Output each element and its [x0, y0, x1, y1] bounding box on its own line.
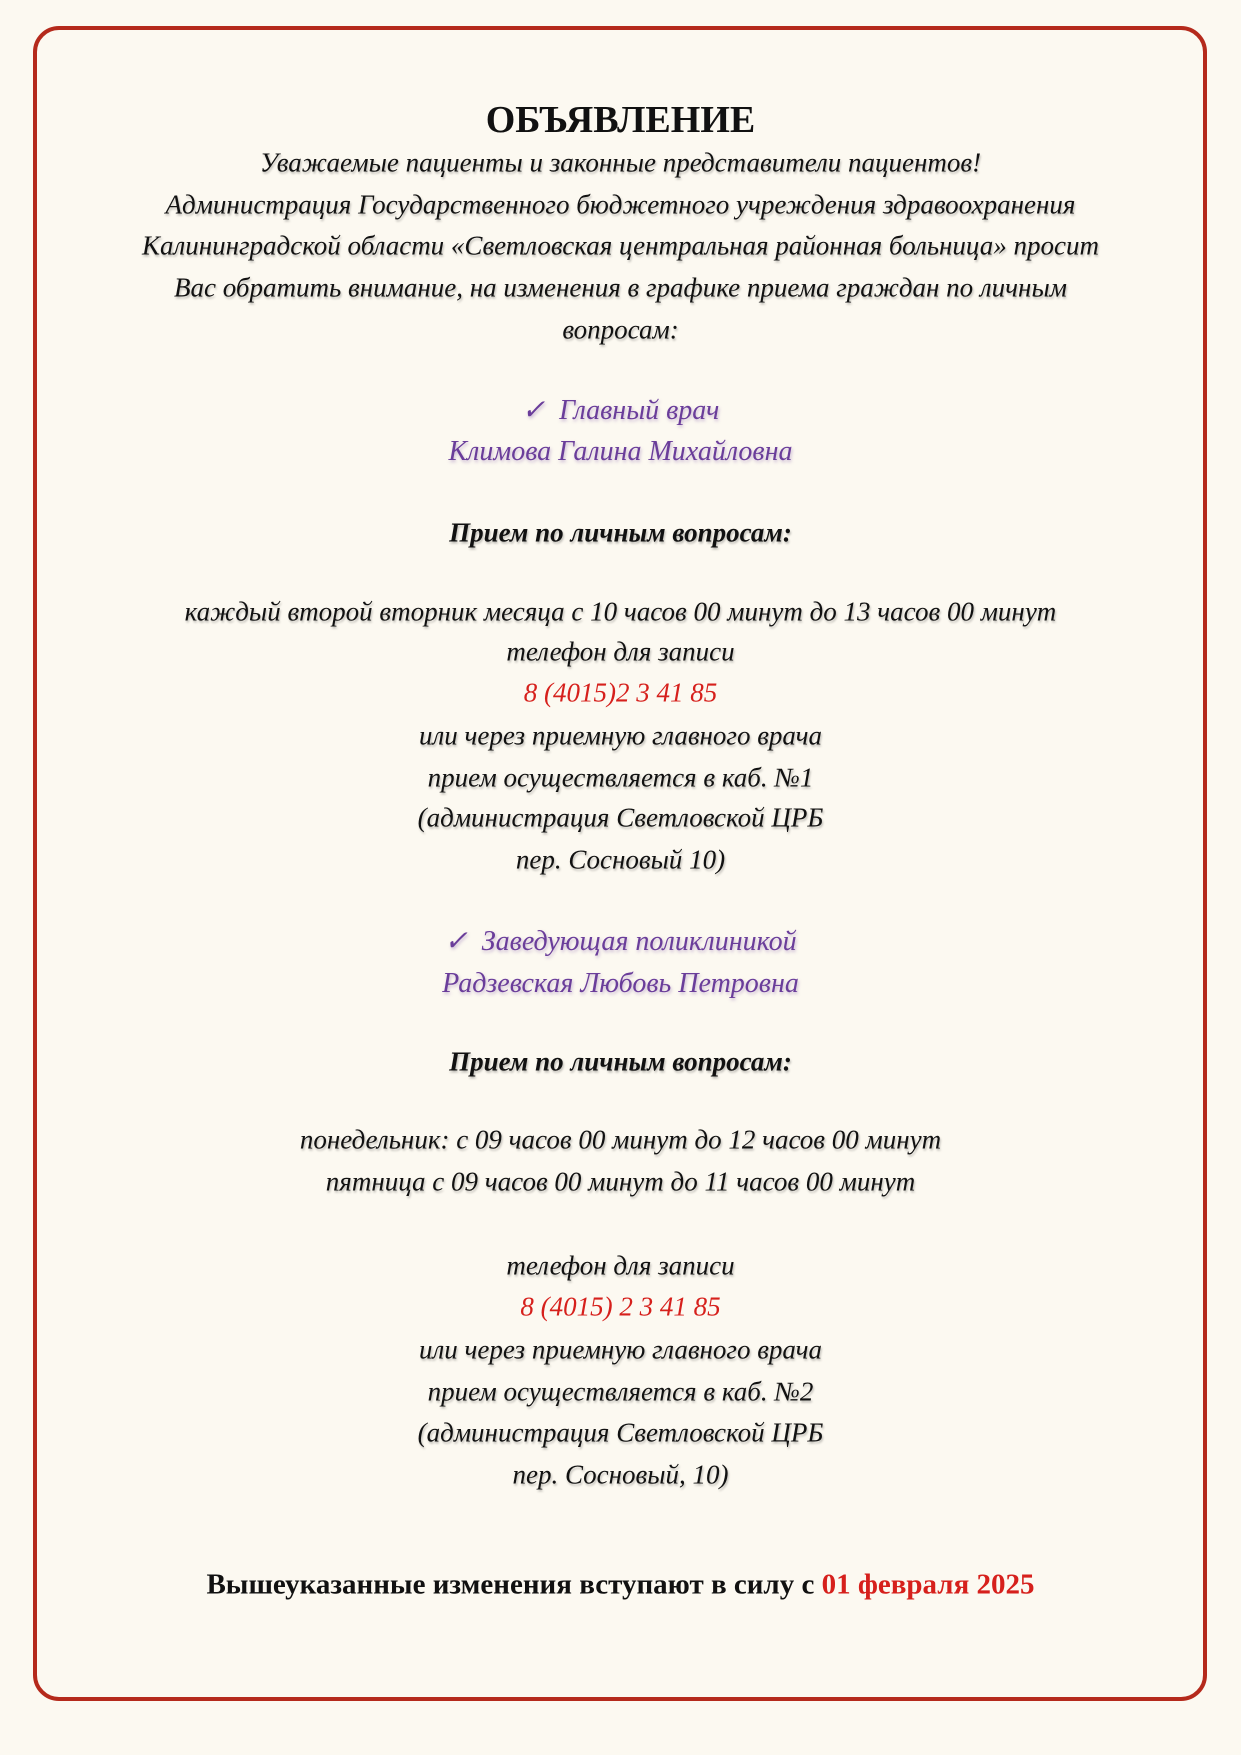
check-icon: ✓ [444, 926, 468, 957]
intro-line: Вас обратить внимание, на изменения в графике приема граждан по личным [174, 272, 1067, 303]
section2-schedule: понедельник: с 09 часов 00 минут до 12 часов 00 минут [299, 1124, 942, 1155]
section2-schedule: пятница с 09 часов 00 минут до 11 часов 00 минут [325, 1166, 916, 1197]
effective-date: 01 февраля 2025 [821, 1568, 1035, 1601]
position-label: Главный врач [559, 395, 720, 426]
page-title: ОБЪЯВЛЕНИЕ [485, 99, 756, 141]
section2-heading: Прием по личным вопросам: [449, 1046, 792, 1077]
section1-address: пер. Сосновый 10) [515, 844, 726, 875]
section1-phone-label: телефон для записи [506, 636, 735, 667]
intro-line: Уважаемые пациенты и законные представители пациентов! [259, 147, 982, 178]
section2-address: пер. Сосновый, 10) [512, 1459, 729, 1490]
section1-heading: Прием по личным вопросам: [449, 517, 792, 548]
section1-name: Климова Галина Михайловна [448, 436, 793, 467]
intro-line: Администрация Государственного бюджетного учреждения здравоохранения [165, 189, 1076, 220]
intro-line: вопросам: [562, 314, 679, 345]
section1-schedule: каждый второй вторник месяца с 10 часов 00 минут до 13 часов 00 минут [184, 596, 1057, 627]
section2-phone: 8 (4015) 2 3 41 85 [520, 1291, 721, 1322]
notice-text: Вышеуказанные изменения вступают в силу с [206, 1568, 822, 1601]
section1-room: прием осуществляется в каб. №1 [427, 762, 814, 793]
section1-phone: 8 (4015)2 3 41 85 [523, 677, 718, 708]
section2-address: (администрация Светловской ЦРБ [417, 1417, 824, 1448]
section2-phone-label: телефон для записи [506, 1250, 735, 1281]
section2-room: прием осуществляется в каб. №2 [427, 1376, 814, 1407]
section1-address: (администрация Светловской ЦРБ [417, 802, 824, 833]
section2-name: Радзевская Любовь Петровна [442, 968, 799, 999]
position-label: Заведующая поликлиникой [481, 926, 797, 957]
effective-date-notice [0, 1569, 1241, 1602]
section2-position [0, 924, 1241, 958]
section1-position [0, 393, 1241, 427]
section1-via: или через приемную главного врача [419, 720, 822, 751]
check-icon: ✓ [521, 395, 546, 426]
section2-via: или через приемную главного врача [419, 1334, 822, 1365]
intro-line: Калининградской области «Светловская центральная районная больница» просит [142, 230, 1099, 261]
